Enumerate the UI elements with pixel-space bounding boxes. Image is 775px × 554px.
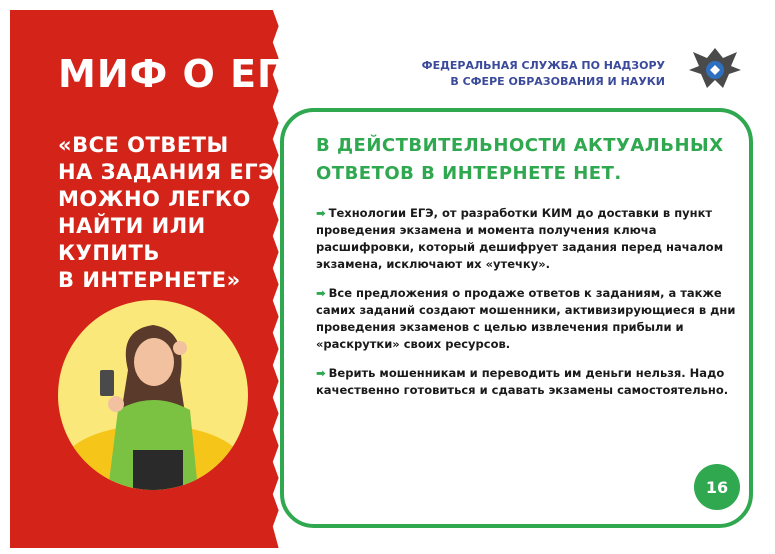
reality-heading-line: ОТВЕТОВ В ИНТЕРНЕТЕ НЕТ. <box>316 163 622 184</box>
myth-quote <box>58 132 278 294</box>
myth-title: МИФ О ЕГЭ <box>58 52 312 96</box>
double-headed-eagle-emblem-icon <box>685 40 745 100</box>
myth-quote-line: В ИНТЕРНЕТЕ» <box>58 268 241 292</box>
fact-text: Технологии ЕГЭ, от разработки КИМ до доставки в пункт проведения экзамена и момента получения ключа расшифровки, который дешифрует задания перед началом экзамена, исключают их «утечку». <box>316 206 724 271</box>
fact-item <box>316 205 736 273</box>
green-arrow-icon: ➡ <box>316 206 326 220</box>
girl-with-phone-illustration <box>58 300 248 490</box>
reality-heading <box>316 132 724 188</box>
fact-text: Верить мошенникам и переводить им деньги нельзя. Надо качественно готовиться и сдавать экзамены самостоятельно. <box>316 366 729 397</box>
fact-item <box>316 365 736 399</box>
reality-heading-line: В ДЕЙСТВИТЕЛЬНОСТИ АКТУАЛЬНЫХ <box>316 135 724 156</box>
facts-list <box>316 205 736 411</box>
page-number-badge: 16 <box>694 464 740 510</box>
myth-quote-line: «ВСЕ ОТВЕТЫ <box>58 133 229 157</box>
green-arrow-icon: ➡ <box>316 366 326 380</box>
green-arrow-icon: ➡ <box>316 286 326 300</box>
fact-text: Все предложения о продаже ответов к заданиям, а также самих заданий создают мошенники, активизирующиеся в дни проведения экзаменов с целью извлечения прибыли и «раскрутки» своих ресурсов. <box>316 286 736 351</box>
myth-quote-line: МОЖНО ЛЕГКО <box>58 187 251 211</box>
myth-quote-line: НАЙТИ ИЛИ КУПИТЬ <box>58 214 206 265</box>
agency-line: ФЕДЕРАЛЬНАЯ СЛУЖБА ПО НАДЗОРУ <box>421 59 665 72</box>
agency-name <box>422 58 665 90</box>
agency-line: В СФЕРЕ ОБРАЗОВАНИЯ И НАУКИ <box>450 75 665 88</box>
myth-quote-line: НА ЗАДАНИЯ ЕГЭ <box>58 160 275 184</box>
fact-item <box>316 285 736 353</box>
